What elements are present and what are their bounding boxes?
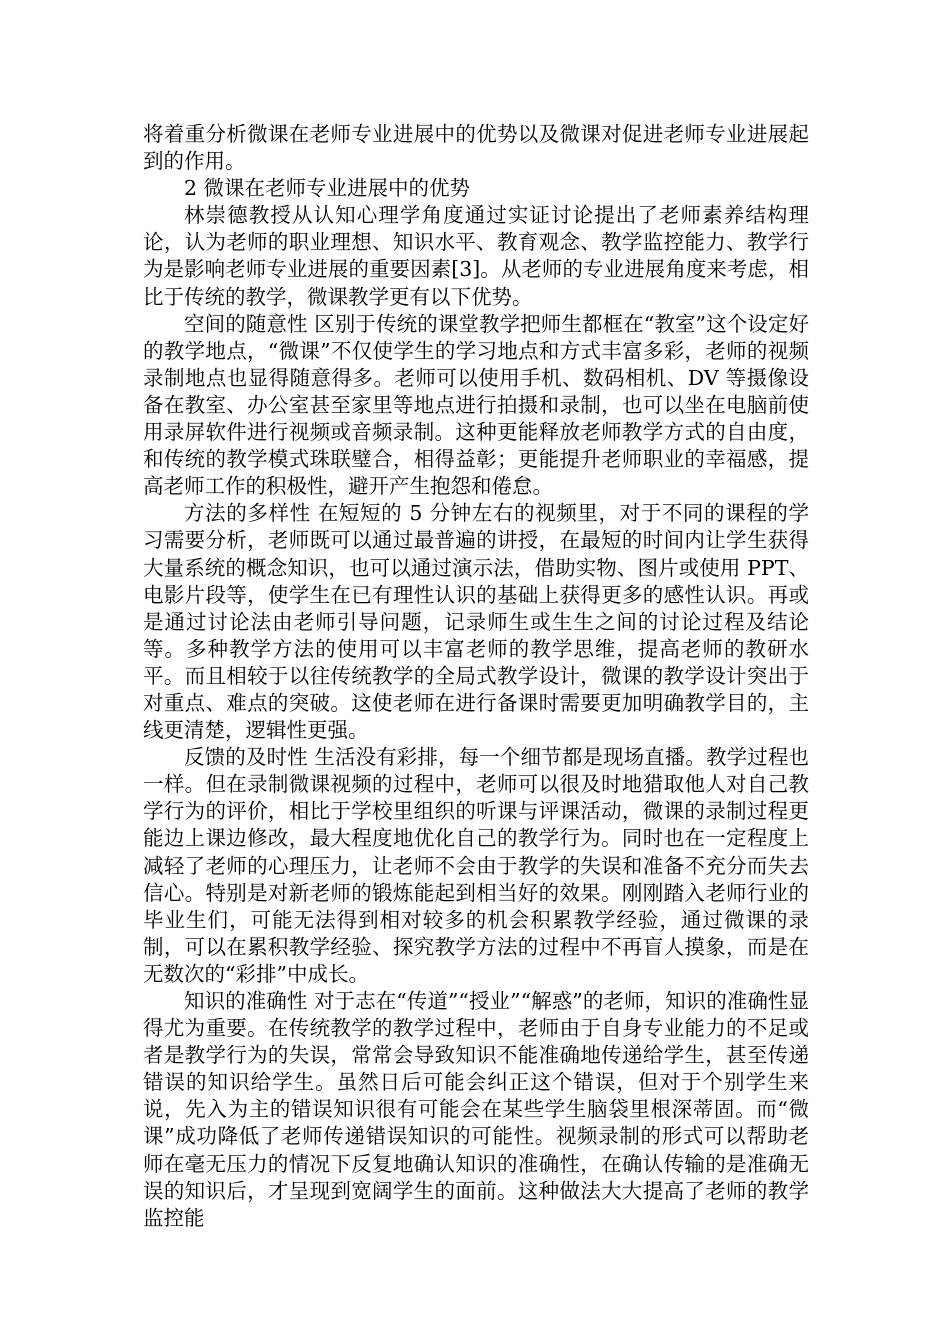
- methods-text: 在短短的 5 分钟左右的视频里，对于不同的课程的学习需要分析，老师既可以通过最普遍的讲授，在最短的时间内让学生获得大量系统的概念知识，也可以通过演示法，借助实物、图片或使用 PPT、电影片段等，使学生在已有理性认识的基础上获得更多的感性认识。再或是通过讨论法由老师引导问题，记录师生或生生之间的讨论过程及结论等。多种教学方法的使用可以丰富老师的教学思维，提高老师的教研水平。而且相较于以往传统教学的全局式教学设计，微课的教学设计突出于对重点、难点的突破。这使老师在进行备课时需要更加明确教学目的，主线更清楚，逻辑性更强。: [143, 501, 810, 743]
- intro-paragraph: 将着重分析微课在老师专业进展中的优势以及微课对促进老师专业进展起到的作用。: [143, 122, 809, 174]
- space-text: 区别于传统的课堂教学把师生都框在“教室”这个设定好的教学地点，“微课”不仅使学生的学习地点和方式丰富多彩，老师的视频录制地点也显得随意得多。老师可以使用手机、数码相机、DV 等摄像设备在教室、办公室甚至家里等地点进行拍摄和录制，也可以坐在电脑前使用录屏软件进行视频或音频录制。这种更能释放老师教学方式的自由度，和传统的教学模式珠联璧合，相得益彰；更能提升老师职业的幸福感，提高老师工作的积极性，避开产生抱怨和倦怠。: [143, 311, 810, 499]
- accuracy-lead: 知识的准确性: [184, 989, 308, 1013]
- feedback-text: 生活没有彩排，每一个细节都是现场直播。教学过程也一样。但在录制微课视频的过程中，老师可以很及时地猎取他人对自己教学行为的评价，相比于学校里组织的听课与评课活动，微课的录制过程更能边上课边修改，最大程度地优化自己的教学行为。同时也在一定程度上减轻了老师的心理压力，让老师不会由于教学的失误和准备不充分而失去信心。特别是对新老师的锻炼能起到相当好的效果。刚刚踏入老师行业的毕业生们，可能无法得到相对较多的机会积累教学经验，通过微课的录制，可以在累积教学经验、探究教学方法的过程中不再盲人摸象，而是在无数次的“彩排”中成长。: [143, 745, 810, 986]
- paragraph-space: [143, 311, 809, 501]
- methods-lead: 方法的多样性: [184, 501, 311, 526]
- paragraph-theory: 林崇德教授从认知心理学角度通过实证讨论提出了老师素养结构理论，认为老师的职业理想、知识水平、教育观念、教学监控能力、教学行为是影响老师专业进展的重要因素[3]。从老师的专业进展角度来考虑，相比于传统的教学，微课教学更有以下优势。: [143, 203, 809, 309]
- paragraph-feedback: [143, 744, 809, 988]
- paragraph-methods: [143, 500, 809, 744]
- paragraph-accuracy: [143, 988, 809, 1232]
- section-heading: 2 微课在老师专业进展中的优势: [184, 176, 471, 201]
- document-body: [143, 121, 809, 1232]
- space-lead: 空间的随意性: [184, 311, 308, 336]
- feedback-lead: 反馈的及时性: [184, 745, 308, 770]
- accuracy-text: 对于志在“传道”“授业”“解惑”的老师，知识的准确性显得尤为重要。在传统教学的教学过程中，老师由于自身专业能力的不足或者是教学行为的失误，常常会导致知识不能准确地传递给学生，甚至传递错误的知识给学生。虽然日后可能会纠正这个错误，但对于个别学生来说，先入为主的错误知识很有可能会在某些学生脑袋里根深蒂固。而“微课”成功降低了老师传递错误知识的可能性。视频录制的形式可以帮助老师在毫无压力的情况下反复地确认知识的准确性，在确认传输的是准确无误的知识后，才呈现到宽阔学生的面前。这种做法大大提高了老师的教学监控能: [143, 989, 809, 1230]
